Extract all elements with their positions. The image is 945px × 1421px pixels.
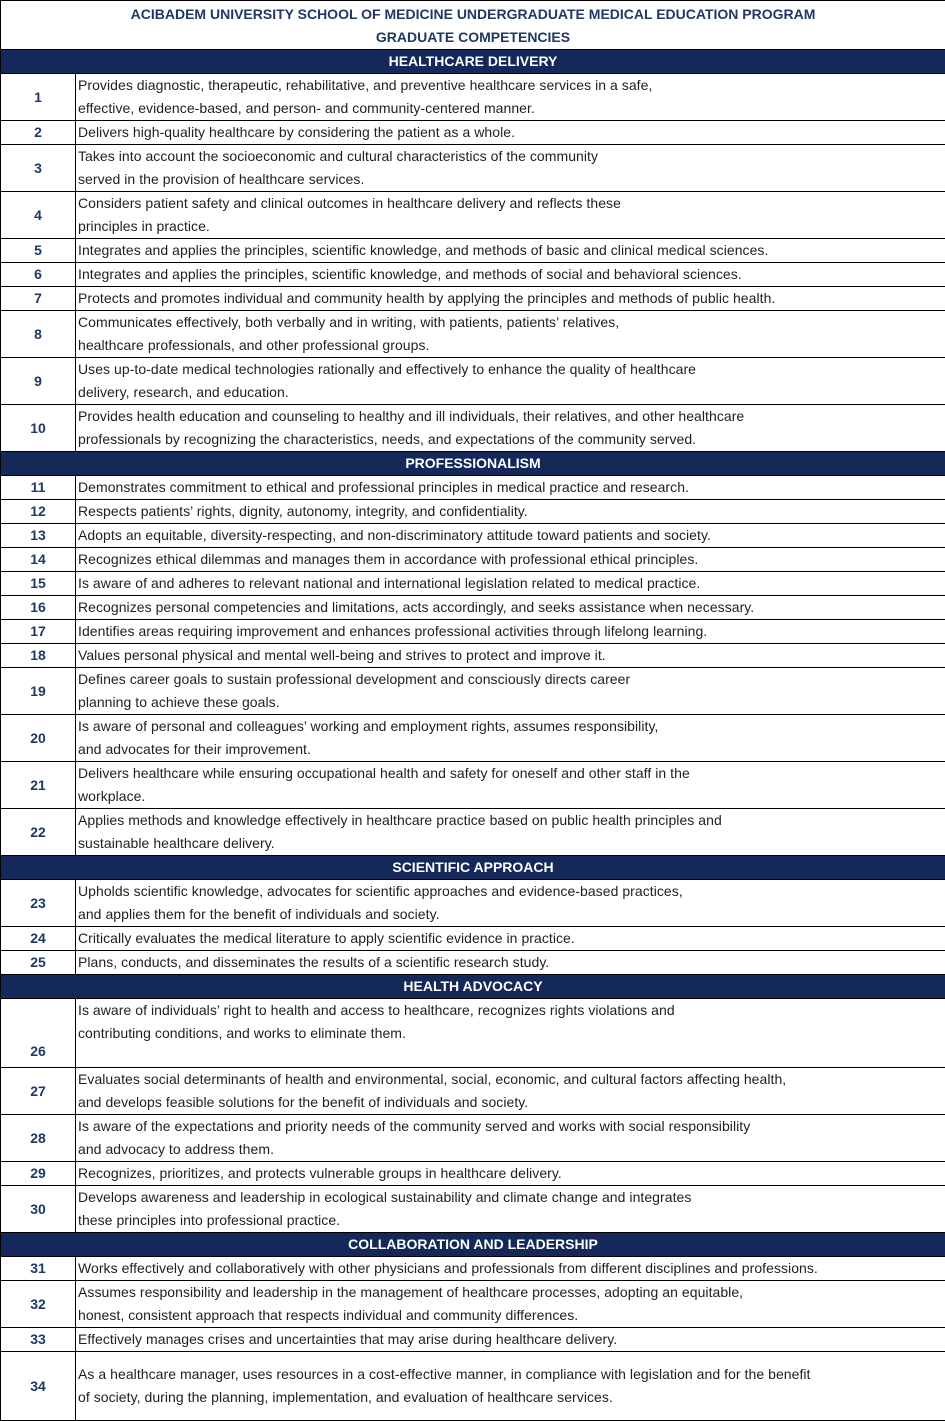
section-title: HEALTHCARE DELIVERY [1, 50, 945, 74]
competency-text: Works effectively and collaboratively with other physicians and professionals from different disciplines and professions. [76, 1257, 945, 1281]
competency-row [1, 1352, 945, 1421]
competency-text: Upholds scientific knowledge, advocates for scientific approaches and evidence-based practices, and applies them for the benefit of individuals and society. [76, 880, 945, 927]
competency-text: Uses up-to-date medical technologies rationally and effectively to enhance the quality of healthcare delivery, research, and education. [76, 358, 945, 405]
competency-row [1, 405, 945, 452]
competency-number: 24 [1, 927, 76, 951]
page-title [1, 1, 945, 50]
competency-row [1, 762, 945, 809]
competency-row [1, 1162, 945, 1186]
competency-row [1, 809, 945, 856]
section-header-row [1, 452, 945, 476]
competency-number: 4 [1, 192, 76, 239]
competency-row [1, 927, 945, 951]
competency-number: 25 [1, 951, 76, 975]
section-title: HEALTH ADVOCACY [1, 975, 945, 999]
competency-text: Considers patient safety and clinical outcomes in healthcare delivery and reflects these principles in practice. [76, 192, 945, 239]
competency-number: 11 [1, 476, 76, 500]
competency-text: Recognizes ethical dilemmas and manages them in accordance with professional ethical principles. [76, 548, 945, 572]
competency-number: 29 [1, 1162, 76, 1186]
competency-row [1, 1068, 945, 1115]
competency-row [1, 311, 945, 358]
competency-text: Respects patients’ rights, dignity, autonomy, integrity, and confidentiality. [76, 500, 945, 524]
competency-row [1, 1115, 945, 1162]
competency-number: 26 [1, 999, 76, 1068]
competency-text: Takes into account the socioeconomic and cultural characteristics of the community served in the provision of healthcare services. [76, 145, 945, 192]
section-header-row [1, 856, 945, 880]
competency-text: As a healthcare manager, uses resources in a cost-effective manner, in compliance with legislation and for the benefit of society, during the planning, implementation, and evaluation of healthcare services. [76, 1352, 945, 1421]
section-header-row [1, 975, 945, 999]
competency-row [1, 548, 945, 572]
competency-text: Integrates and applies the principles, scientific knowledge, and methods of basic and clinical medical sciences. [76, 239, 945, 263]
competency-number: 1 [1, 74, 76, 121]
competency-number: 17 [1, 620, 76, 644]
competency-row [1, 620, 945, 644]
competency-text: Identifies areas requiring improvement and enhances professional activities through lifelong learning. [76, 620, 945, 644]
competency-text: Delivers healthcare while ensuring occupational health and safety for oneself and other staff in the workplace. [76, 762, 945, 809]
competency-number: 10 [1, 405, 76, 452]
section-title: SCIENTIFIC APPROACH [1, 856, 945, 880]
competency-number: 12 [1, 500, 76, 524]
competency-number: 22 [1, 809, 76, 856]
competency-text: Adopts an equitable, diversity-respecting, and non-discriminatory attitude toward patients and society. [76, 524, 945, 548]
competency-row [1, 668, 945, 715]
competency-row [1, 715, 945, 762]
competency-text: Is aware of personal and colleagues’ working and employment rights, assumes responsibility, and advocates for their improvement. [76, 715, 945, 762]
competency-row [1, 999, 945, 1068]
competency-number: 3 [1, 145, 76, 192]
section-title: COLLABORATION AND LEADERSHIP [1, 1233, 945, 1257]
competency-row [1, 145, 945, 192]
competency-number: 16 [1, 596, 76, 620]
title-line-2: GRADUATE COMPETENCIES [3, 26, 943, 49]
competency-number: 7 [1, 287, 76, 311]
competency-text: Evaluates social determinants of health and environmental, social, economic, and cultural factors affecting health, and develops feasible solutions for the benefit of individuals and society. [76, 1068, 945, 1115]
competency-number: 20 [1, 715, 76, 762]
competency-number: 27 [1, 1068, 76, 1115]
competency-row [1, 74, 945, 121]
competency-text: Assumes responsibility and leadership in the management of healthcare processes, adopting an equitable, honest, consistent approach that respects individual and community differences. [76, 1281, 945, 1328]
competency-row [1, 263, 945, 287]
competency-number: 19 [1, 668, 76, 715]
competency-number: 14 [1, 548, 76, 572]
section-title: PROFESSIONALISM [1, 452, 945, 476]
competency-text: Recognizes, prioritizes, and protects vulnerable groups in healthcare delivery. [76, 1162, 945, 1186]
section-header-row [1, 1233, 945, 1257]
competency-text: Recognizes personal competencies and limitations, acts accordingly, and seeks assistance when necessary. [76, 596, 945, 620]
competency-number: 18 [1, 644, 76, 668]
competency-text: Demonstrates commitment to ethical and professional principles in medical practice and research. [76, 476, 945, 500]
competency-number: 13 [1, 524, 76, 548]
competency-text: Integrates and applies the principles, scientific knowledge, and methods of social and behavioral sciences. [76, 263, 945, 287]
competency-row [1, 951, 945, 975]
competency-text: Plans, conducts, and disseminates the results of a scientific research study. [76, 951, 945, 975]
competency-row [1, 239, 945, 263]
competency-row [1, 500, 945, 524]
competency-text: Applies methods and knowledge effectively in healthcare practice based on public health principles and sustainable healthcare delivery. [76, 809, 945, 856]
competency-number: 6 [1, 263, 76, 287]
competency-row [1, 644, 945, 668]
competency-number: 8 [1, 311, 76, 358]
competency-row [1, 1186, 945, 1233]
title-row [1, 1, 945, 50]
section-header-row [1, 50, 945, 74]
competency-number: 23 [1, 880, 76, 927]
title-line-1: ACIBADEM UNIVERSITY SCHOOL OF MEDICINE UNDERGRADUATE MEDICAL EDUCATION PROGRAM [3, 3, 943, 26]
competency-text: Protects and promotes individual and community health by applying the principles and methods of public health. [76, 287, 945, 311]
competency-row [1, 596, 945, 620]
competency-number: 15 [1, 572, 76, 596]
competency-row [1, 524, 945, 548]
competency-text: Delivers high-quality healthcare by considering the patient as a whole. [76, 121, 945, 145]
competency-text: Communicates effectively, both verbally and in writing, with patients, patients’ relatives, healthcare professionals, and other professional groups. [76, 311, 945, 358]
competency-number: 9 [1, 358, 76, 405]
competency-row [1, 287, 945, 311]
competency-row [1, 572, 945, 596]
competency-number: 30 [1, 1186, 76, 1233]
competency-number: 34 [1, 1352, 76, 1421]
competency-text: Is aware of the expectations and priority needs of the community served and works with social responsibility and advocacy to address them. [76, 1115, 945, 1162]
competency-row [1, 1328, 945, 1352]
competency-text: Critically evaluates the medical literature to apply scientific evidence in practice. [76, 927, 945, 951]
competency-number: 5 [1, 239, 76, 263]
competency-row [1, 476, 945, 500]
competency-row [1, 358, 945, 405]
competency-number: 31 [1, 1257, 76, 1281]
competency-number: 33 [1, 1328, 76, 1352]
competencies-table-body [1, 1, 945, 1421]
competency-row [1, 192, 945, 239]
competency-text: Provides health education and counseling to healthy and ill individuals, their relatives, and other healthcare professionals by recognizing the characteristics, needs, and expectations of the community served. [76, 405, 945, 452]
competency-number: 28 [1, 1115, 76, 1162]
competency-number: 2 [1, 121, 76, 145]
competency-row [1, 121, 945, 145]
competency-text: Develops awareness and leadership in ecological sustainability and climate change and integrates these principles into professional practice. [76, 1186, 945, 1233]
competency-text: Is aware of and adheres to relevant national and international legislation related to medical practice. [76, 572, 945, 596]
competency-number: 32 [1, 1281, 76, 1328]
competency-text: Values personal physical and mental well-being and strives to protect and improve it. [76, 644, 945, 668]
competency-row [1, 880, 945, 927]
competency-row [1, 1281, 945, 1328]
competency-text: Effectively manages crises and uncertainties that may arise during healthcare delivery. [76, 1328, 945, 1352]
competency-text: Defines career goals to sustain professional development and consciously directs career planning to achieve these goals. [76, 668, 945, 715]
competency-number: 21 [1, 762, 76, 809]
competency-text: Is aware of individuals’ right to health and access to healthcare, recognizes rights violations and contributing conditions, and works to eliminate them. [76, 999, 945, 1068]
competency-row [1, 1257, 945, 1281]
competency-text: Provides diagnostic, therapeutic, rehabilitative, and preventive healthcare services in a safe, effective, evidence-based, and person- and community-centered manner. [76, 74, 945, 121]
